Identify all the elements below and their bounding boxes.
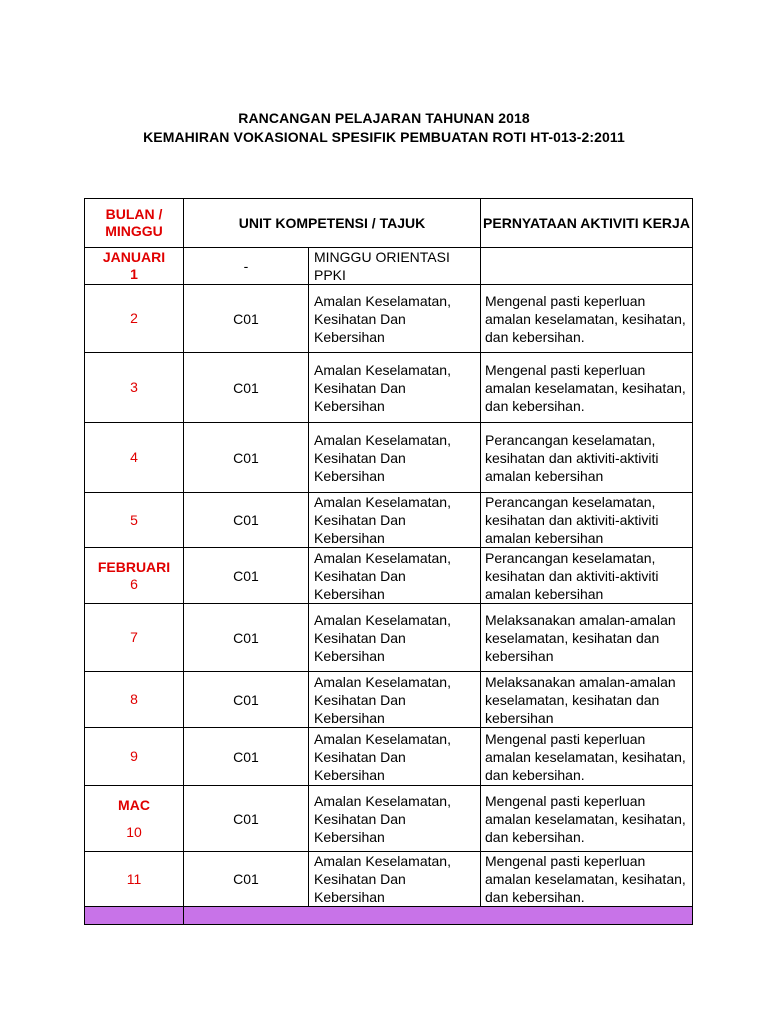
unit-code-cell: C01 xyxy=(184,285,309,353)
month-week-cell xyxy=(85,285,184,353)
unit-code-cell: C01 xyxy=(184,786,309,852)
unit-title-cell: Amalan Keselamatan, Kesihatan Dan Kebersihan xyxy=(309,353,481,423)
month-label: FEBRUARI xyxy=(97,558,171,575)
unit-code-cell: C01 xyxy=(184,672,309,728)
week-number: 6 xyxy=(130,575,138,592)
header-unit: UNIT KOMPETENSI / TAJUK xyxy=(184,199,481,248)
unit-code-cell: C01 xyxy=(184,728,309,786)
month-week-cell xyxy=(85,852,184,907)
week-number: 3 xyxy=(130,379,138,395)
month-week-cell xyxy=(85,493,184,548)
month-week-cell xyxy=(85,423,184,493)
unit-code-cell: C01 xyxy=(184,548,309,604)
activity-cell: Perancangan keselamatan, kesihatan dan aktiviti-aktiviti amalan kebersihan xyxy=(481,548,693,604)
document-subtitle: KEMAHIRAN VOKASIONAL SPESIFIK PEMBUATAN ROTI HT-013-2:2011 xyxy=(143,129,625,145)
unit-code-cell: C01 xyxy=(184,423,309,493)
header-activity: PERNYATAAN AKTIVITI KERJA xyxy=(481,199,693,248)
table-row xyxy=(85,248,693,285)
activity-cell: Perancangan keselamatan, kesihatan dan aktiviti-aktiviti amalan kebersihan xyxy=(481,423,693,493)
week-number: 9 xyxy=(130,748,138,764)
month-label: MAC xyxy=(118,796,150,813)
activity-cell: Mengenal pasti keperluan amalan keselamatan, kesihatan, dan kebersihan. xyxy=(481,285,693,353)
unit-code-cell: C01 xyxy=(184,852,309,907)
unit-title-cell: MINGGU ORIENTASI PPKI xyxy=(309,248,481,285)
unit-title-cell: Amalan Keselamatan, Kesihatan Dan Kebersihan xyxy=(309,548,481,604)
table-header-row xyxy=(85,199,693,248)
activity-cell xyxy=(481,248,693,285)
month-week-cell xyxy=(85,672,184,728)
month-week-cell xyxy=(85,353,184,423)
table-row xyxy=(85,285,693,353)
week-number: 4 xyxy=(130,449,138,465)
unit-title-cell: Amalan Keselamatan, Kesihatan Dan Kebersihan xyxy=(309,786,481,852)
table-row xyxy=(85,672,693,728)
separator-row xyxy=(85,907,693,925)
month-week-cell xyxy=(85,728,184,786)
unit-code-cell: C01 xyxy=(184,353,309,423)
unit-title-cell: Amalan Keselamatan, Kesihatan Dan Kebersihan xyxy=(309,285,481,353)
unit-title-cell: Amalan Keselamatan, Kesihatan Dan Kebersihan xyxy=(309,672,481,728)
table-row xyxy=(85,604,693,672)
separator-cell xyxy=(184,907,693,925)
activity-cell: Mengenal pasti keperluan amalan keselamatan, kesihatan, dan kebersihan. xyxy=(481,786,693,852)
week-number: 10 xyxy=(126,823,142,840)
unit-title-cell: Amalan Keselamatan, Kesihatan Dan Kebersihan xyxy=(309,493,481,548)
unit-title-cell: Amalan Keselamatan, Kesihatan Dan Kebersihan xyxy=(309,604,481,672)
unit-code-cell: C01 xyxy=(184,493,309,548)
week-number: 1 xyxy=(130,266,138,282)
week-number: 8 xyxy=(130,691,138,707)
table-row xyxy=(85,548,693,604)
separator-cell xyxy=(85,907,184,925)
month-week-cell xyxy=(85,248,184,285)
table-row xyxy=(85,852,693,907)
week-number: 11 xyxy=(126,870,142,887)
table-row xyxy=(85,786,693,852)
activity-cell: Mengenal pasti keperluan amalan keselamatan, kesihatan, dan kebersihan. xyxy=(481,852,693,907)
activity-cell: Mengenal pasti keperluan amalan keselamatan, kesihatan, dan kebersihan. xyxy=(481,353,693,423)
document-title: RANCANGAN PELAJARAN TAHUNAN 2018 xyxy=(238,110,530,126)
unit-title-cell: Amalan Keselamatan, Kesihatan Dan Kebersihan xyxy=(309,423,481,493)
unit-code-cell: - xyxy=(184,248,309,285)
activity-cell: Perancangan keselamatan, kesihatan dan aktiviti-aktiviti amalan kebersihan xyxy=(481,493,693,548)
activity-cell: Mengenal pasti keperluan amalan keselamatan, kesihatan, dan kebersihan. xyxy=(481,728,693,786)
month-week-cell xyxy=(85,604,184,672)
unit-code-cell: C01 xyxy=(184,604,309,672)
activity-cell: Melaksanakan amalan-amalan keselamatan, kesihatan dan kebersihan xyxy=(481,604,693,672)
month-week-cell xyxy=(85,548,184,604)
lesson-plan-table xyxy=(84,198,693,925)
month-label: JANUARI xyxy=(102,249,166,265)
table-row xyxy=(85,353,693,423)
table-row xyxy=(85,493,693,548)
week-number: 2 xyxy=(130,310,138,326)
unit-title-cell: Amalan Keselamatan, Kesihatan Dan Kebersihan xyxy=(309,728,481,786)
table-row xyxy=(85,728,693,786)
week-number: 7 xyxy=(130,629,138,645)
month-week-cell xyxy=(85,786,184,852)
header-month-week: BULAN / MINGGU xyxy=(85,199,184,248)
week-number: 5 xyxy=(130,511,138,528)
table-row xyxy=(85,423,693,493)
activity-cell: Melaksanakan amalan-amalan keselamatan, kesihatan dan kebersihan xyxy=(481,672,693,728)
unit-title-cell: Amalan Keselamatan, Kesihatan Dan Kebersihan xyxy=(309,852,481,907)
